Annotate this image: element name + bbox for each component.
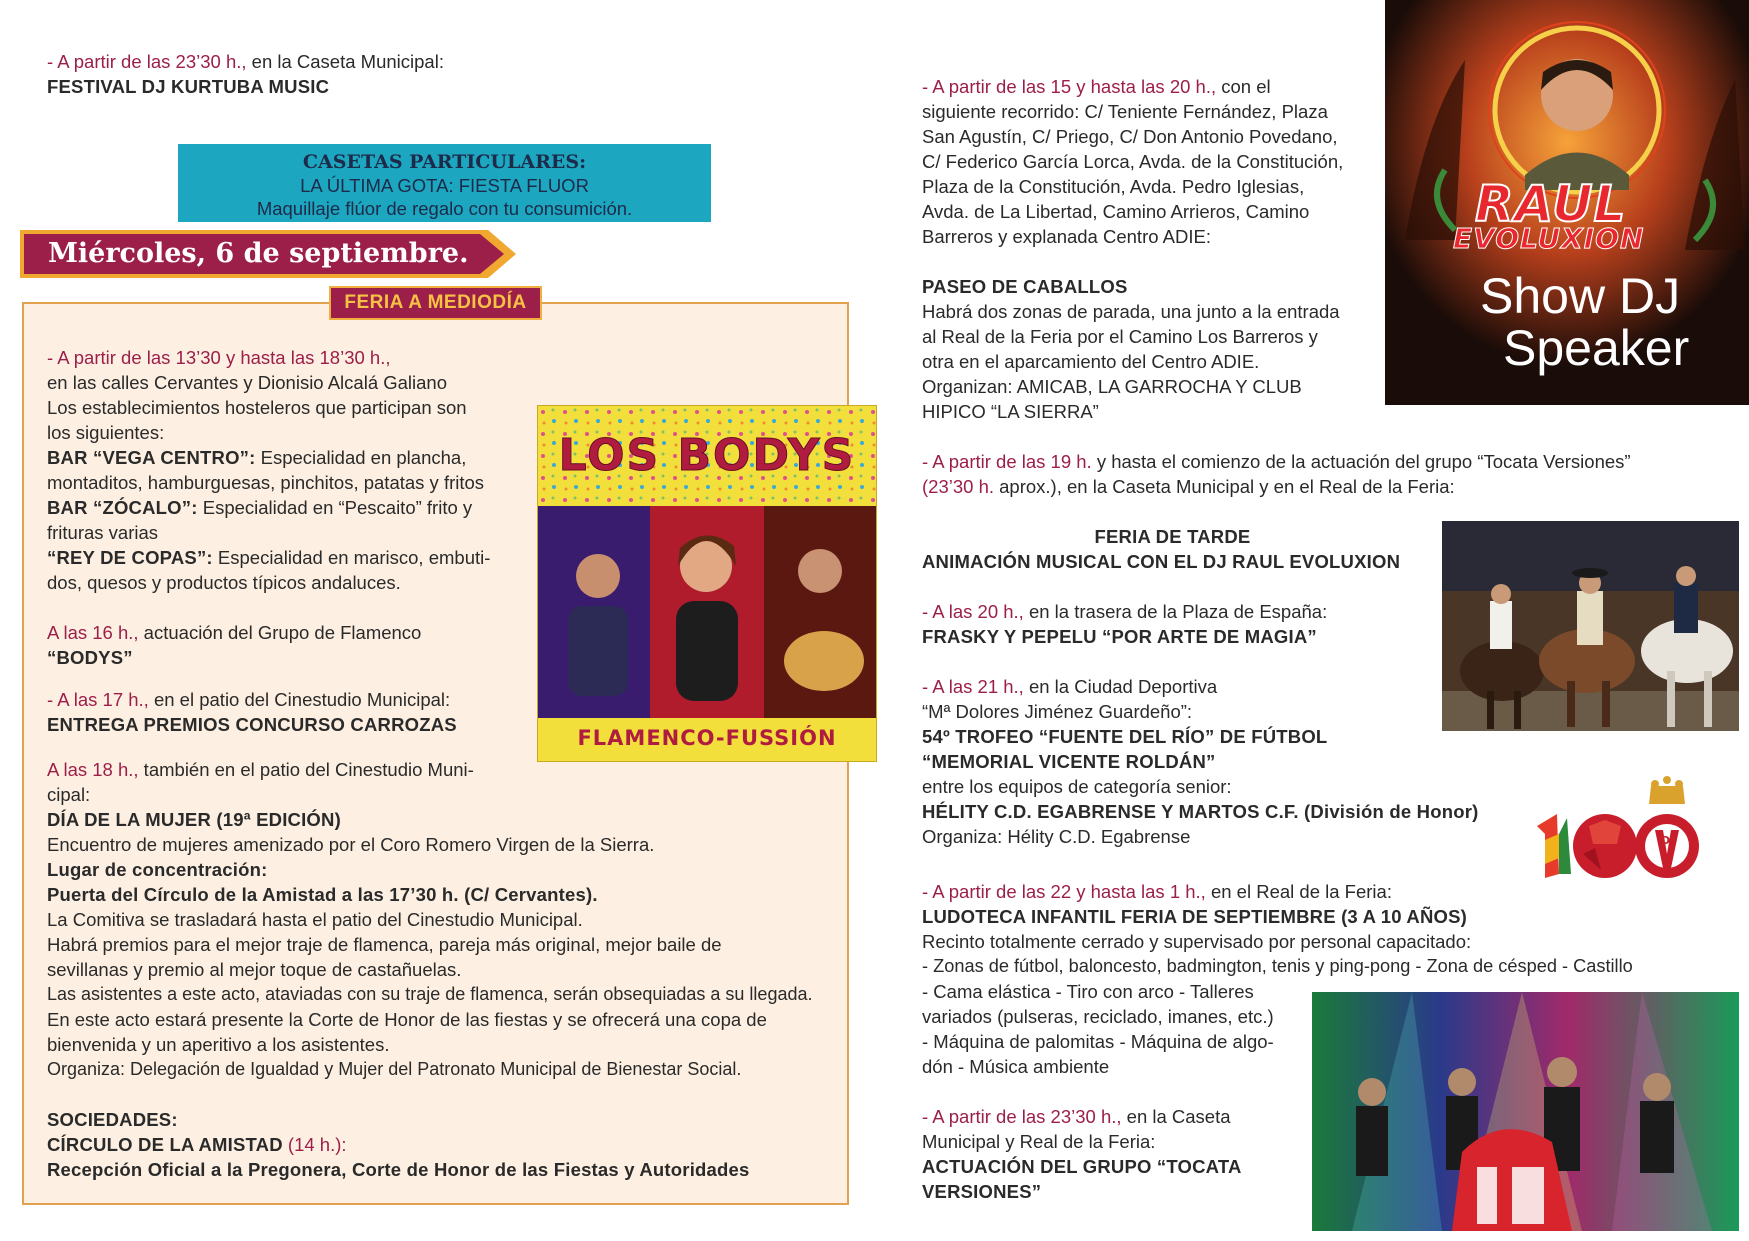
club-100-logo	[1537, 774, 1702, 882]
r1-line5: Plaza de la Constitución, Avda. Pedro Iglesias,	[922, 176, 1305, 197]
e1-line3: los siguientes:	[47, 422, 165, 443]
intro-place: en la Caseta Municipal:	[246, 51, 444, 72]
soc-name: CÍRCULO DE LA AMISTAD	[47, 1134, 283, 1155]
e4-name: DÍA DE LA MUJER (19ª EDICIÓN)	[47, 809, 341, 830]
dj-name2: EVOLUXION	[1453, 222, 1645, 255]
feria-mediodia-label: FERIA A MEDIODÍA	[329, 286, 542, 320]
r6-line2: Municipal y Real de la Feria:	[922, 1131, 1156, 1152]
r2-heading1: FERIA DE TARDE	[1094, 526, 1251, 547]
r5-line6: - Máquina de palomitas - Máquina de algo-	[922, 1031, 1274, 1052]
bar1-line2: montaditos, hamburguesas, pinchitos, patatas y fritos	[47, 472, 485, 493]
dj-show2: Speaker	[1503, 320, 1690, 376]
r3-desc: en la trasera de la Plaza de España:	[1023, 601, 1328, 622]
bar3-name: “REY DE COPAS”:	[47, 547, 213, 568]
bar1-line	[47, 445, 466, 470]
e4-time: A las 18 h.,	[47, 759, 139, 780]
e4-line6: La Comitiva se trasladará hasta el patio del Cinestudio Municipal.	[47, 909, 583, 930]
e4-line12: Organiza: Delegación de Igualdad y Mujer del Patronato Municipal de Bienestar Social.	[47, 1059, 742, 1079]
r1-line7: Barreros y explanada Centro ADIE:	[922, 226, 1211, 247]
bar3-line	[47, 545, 490, 570]
e1-line2: Los establecimientos hosteleros que participan son	[47, 397, 467, 418]
r2-heading2: ANIMACIÓN MUSICAL CON EL DJ RAUL EVOLUXION	[922, 551, 1401, 572]
r6-time: - A partir de las 23’30 h.,	[922, 1106, 1122, 1127]
e4-line7: Habrá premios para el mejor traje de flamenca, pareja más original, mejor baile de	[47, 934, 722, 955]
r5-line5: variados (pulseras, reciclado, imanes, etc.)	[922, 1006, 1274, 1027]
e2-name: “BODYS”	[47, 647, 133, 668]
club-logo-number: 100	[1537, 774, 1539, 775]
dj-name1: RAUL	[1475, 175, 1627, 233]
r4-time: - A las 21 h.,	[922, 676, 1024, 697]
r2-desc: y hasta el comienzo de la actuación del grupo “Tocata Versiones”	[1091, 451, 1631, 472]
intro-line	[47, 49, 444, 74]
r2-time2: (23’30 h.	[922, 476, 994, 497]
e4-line	[47, 757, 474, 782]
r5-desc: en el Real de la Feria:	[1205, 881, 1392, 902]
r4-line2: “Mª Dolores Jiménez Guardeño”:	[922, 701, 1193, 722]
bar2-line	[47, 495, 472, 520]
dj-poster	[1385, 0, 1749, 405]
r3-line	[922, 599, 1327, 624]
e4-line5: Puerta del Círculo de la Amistad a las 17’30 h. (C/ Cervantes).	[47, 884, 598, 905]
r1-line6: Avda. de La Libertad, Camino Arrieros, Camino	[922, 201, 1310, 222]
r2-desc2: aprox.), en la Caseta Municipal y en el Real de la Feria:	[994, 476, 1455, 497]
r1-line8: Habrá dos zonas de parada, una junto a la entrada	[922, 301, 1340, 322]
r4-line	[922, 674, 1217, 699]
r2-time: - A partir de las 19 h.	[922, 451, 1092, 472]
soc-line	[47, 1132, 347, 1157]
bar1-desc: Especialidad en plancha,	[255, 447, 467, 468]
r1-time: - A partir de las 15 y hasta las 20 h.,	[922, 76, 1217, 97]
r5-name: LUDOTECA INFANTIL FERIA DE SEPTIEMBRE (3 A 10 AÑOS)	[922, 906, 1468, 927]
bar2-name: BAR “ZÓCALO”:	[47, 497, 198, 518]
r2-line2	[922, 474, 1455, 499]
r4-line3: entre los equipos de categoría senior:	[922, 776, 1232, 797]
bar1-name: BAR “VEGA CENTRO”:	[47, 447, 256, 468]
e3-time: - A las 17 h.,	[47, 689, 149, 710]
poster-title: LOS BODYS	[558, 430, 856, 481]
e3-desc: en el patio del Cinestudio Municipal:	[148, 689, 451, 710]
poster-subtitle: FLAMENCO-FUSSIÓN	[577, 726, 837, 750]
intro-event: FESTIVAL DJ KURTUBA MUSIC	[47, 76, 330, 97]
r5-time: - A partir de las 22 y hasta las 1 h.,	[922, 881, 1206, 902]
horses-photo	[1442, 521, 1739, 731]
r5-line	[922, 879, 1392, 904]
casetas-line2: Maquillaje flúor de regalo con tu consumición.	[256, 198, 633, 219]
r5-line7: dón - Música ambiente	[922, 1056, 1110, 1077]
soc-time: (14 h.):	[282, 1134, 347, 1155]
r6-name1: ACTUACIÓN DEL GRUPO “TOCATA	[922, 1156, 1242, 1177]
e3-line	[47, 687, 450, 712]
svg-text:D: D	[1661, 834, 1671, 847]
e4-line3: Encuentro de mujeres amenizado por el Coro Romero Virgen de la Sierra.	[47, 834, 655, 855]
bar3-line2: dos, quesos y productos típicos andaluces.	[47, 572, 401, 593]
e4-line8: sevillanas y premio al mejor toque de castañuelas.	[47, 959, 462, 980]
soc-heading: SOCIEDADES:	[47, 1109, 178, 1130]
e4-line2: cipal:	[47, 784, 91, 805]
r4-desc: en la Ciudad Deportiva	[1023, 676, 1218, 697]
r1-line4: C/ Federico García Lorca, Avda. de la Constitución,	[922, 151, 1344, 172]
dj-show1: Show DJ	[1480, 268, 1681, 324]
soc-desc: Recepción Oficial a la Pregonera, Corte de Honor de las Fiestas y Autoridades	[47, 1159, 750, 1180]
e4-line11: bienvenida y un aperitivo a los asistentes.	[47, 1034, 390, 1055]
casetas-line1: LA ÚLTIMA GOTA: FIESTA FLUOR	[300, 175, 589, 196]
r4-name2: “MEMORIAL VICENTE ROLDÁN”	[922, 751, 1216, 772]
e1-time: - A partir de las 13’30 y hasta las 18’30 h.,	[47, 347, 391, 368]
casetas-heading: CASETAS PARTICULARES:	[302, 151, 587, 173]
intro-time: - A partir de las 23’30 h.,	[47, 51, 247, 72]
r4-name3: HÉLITY C.D. EGABRENSE Y MARTOS C.F. (División de Honor)	[922, 801, 1479, 822]
e4-line4: Lugar de concentración:	[47, 859, 268, 880]
e2-time: A las 16 h.,	[47, 622, 139, 643]
e2-desc: actuación del Grupo de Flamenco	[138, 622, 422, 643]
day-title: Miércoles, 6 de septiembre.	[48, 238, 469, 269]
r3-name: FRASKY Y PEPELU “POR ARTE DE MAGIA”	[922, 626, 1317, 647]
e4-desc: también en el patio del Cinestudio Muni-	[138, 759, 474, 780]
r1-line9: al Real de la Feria por el Camino Los Barreros y	[922, 326, 1318, 347]
r4-name1: 54º TROFEO “FUENTE DEL RÍO” DE FÚTBOL	[922, 726, 1328, 747]
r2-line	[922, 449, 1631, 474]
r4-line4: Organiza: Hélity C.D. Egabrense	[922, 826, 1191, 847]
bar2-line2: frituras varias	[47, 522, 159, 543]
r1-name: PASEO DE CABALLOS	[922, 276, 1128, 297]
r1-desc: con el	[1216, 76, 1271, 97]
e4-line10: En este acto estará presente la Corte de Honor de las fiestas y se ofrecerá una copa de	[47, 1009, 767, 1030]
e2-line	[47, 620, 421, 645]
r6-name2: VERSIONES”	[922, 1181, 1042, 1202]
r5-line3: - Zonas de fútbol, baloncesto, badmington, tenis y ping-pong - Zona de césped - Castillo	[922, 956, 1633, 976]
r1-line	[922, 74, 1271, 99]
r1-line2: siguiente recorrido: C/ Teniente Fernández, Plaza	[922, 101, 1328, 122]
r5-line4: - Cama elástica - Tiro con arco - Talleres	[922, 981, 1254, 1002]
r5-line2: Recinto totalmente cerrado y supervisado por personal capacitado:	[922, 931, 1472, 952]
r6-desc: en la Caseta	[1121, 1106, 1231, 1127]
r6-line	[922, 1104, 1231, 1129]
r1-line10: otra en el aparcamiento del Centro ADIE.	[922, 351, 1260, 372]
bar3-desc: Especialidad en marisco, embuti-	[212, 547, 491, 568]
r1-line12: HIPICO “LA SIERRA”	[922, 401, 1099, 422]
tocata-concert-photo	[1312, 992, 1739, 1231]
casetas-particulares-box	[178, 144, 711, 222]
los-bodys-poster	[537, 405, 877, 762]
e1-line1: en las calles Cervantes y Dionisio Alcalá Galiano	[47, 372, 448, 393]
e3-name: ENTREGA PREMIOS CONCURSO CARROZAS	[47, 714, 457, 735]
e4-line9: Las asistentes a este acto, ataviadas con su traje de flamenca, serán obsequiadas a su llegada.	[47, 984, 813, 1004]
bar2-desc: Especialidad en “Pescaito” frito y	[197, 497, 473, 518]
r1-line11: Organizan: AMICAB, LA GARROCHA Y CLUB	[922, 376, 1302, 397]
r1-line3: San Agustín, C/ Priego, C/ Don Antonio Povedano,	[922, 126, 1338, 147]
r3-time: - A las 20 h.,	[922, 601, 1024, 622]
